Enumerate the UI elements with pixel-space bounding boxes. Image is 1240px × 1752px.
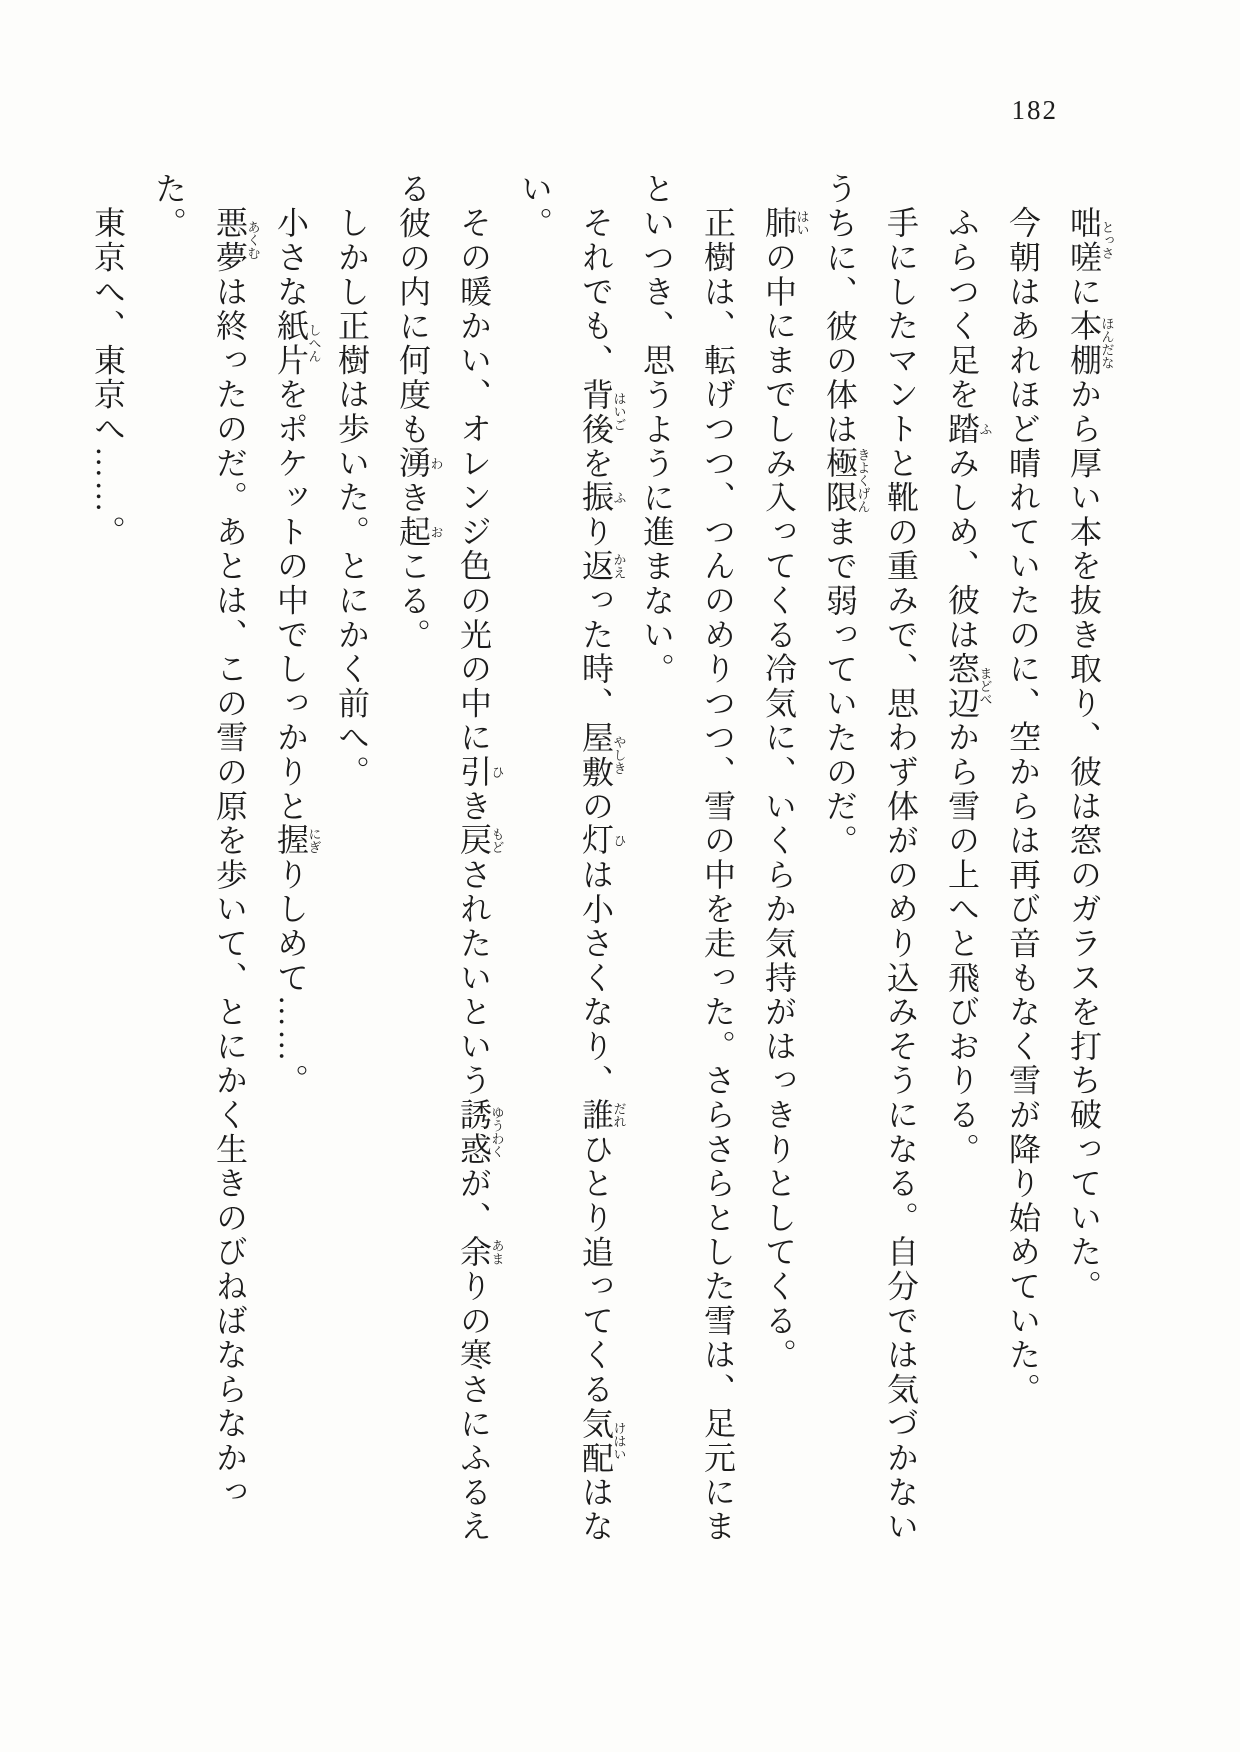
text-line: それでも、背後はいごを振ふり返かえった時、屋敷やしきの灯ひは小さくなり、誰だれひとり追ってくる気配けはいはな <box>578 206 627 1544</box>
furigana-ruby: 湧わ <box>395 446 444 481</box>
furigana-ruby: 本棚ほんだな <box>1066 308 1115 378</box>
text-line: 悪夢あくむは終ったのだ。あとは、この雪の原を歩いて、とにかく生きのびねばならなかった。 <box>151 172 261 1510</box>
furigana-ruby: 踏ふ <box>944 411 993 447</box>
text-line: 今朝はあれほど晴れていたのに、空からは再び音もなく雪が降り始めていた。 <box>1005 206 1041 1407</box>
furigana-ruby: 極限きよくげん <box>822 446 871 516</box>
text-line: い。 <box>517 172 553 241</box>
text-line: 小さな紙片しへんをポケットの中でしっかりと握にぎりしめて……。 <box>273 206 322 1098</box>
furigana-ruby: 咄嗟とっさ <box>1066 206 1115 275</box>
furigana-ruby: 起お <box>395 515 444 550</box>
text-block <box>77 172 1114 1572</box>
furigana-ruby: 誰だれ <box>578 1097 627 1133</box>
furigana-ruby: 余あま <box>456 1235 505 1270</box>
text-line: 東京へ、東京へ……。 <box>90 206 126 549</box>
text-line: しかし正樹は歩いた。とにかく前へ。 <box>334 206 370 790</box>
furigana-ruby: 握にぎ <box>273 823 322 858</box>
text-line: 肺はいの中にまでしみ入ってくる冷気に、いくらか気持がはっきりとしてくる。 <box>761 206 810 1373</box>
furigana-ruby: 戻もど <box>456 823 505 858</box>
text-line: うちに、彼の体は極限きよくげんまで弱っていたのだ。 <box>822 172 871 859</box>
furigana-ruby: 屋敷やしき <box>578 720 627 790</box>
furigana-ruby: 気配けはい <box>578 1406 627 1476</box>
furigana-ruby: 誘惑ゆうわく <box>456 1097 505 1167</box>
furigana-ruby: 背後はいご <box>578 377 627 447</box>
text-line: 咄嗟とっさに本棚ほんだなから厚い本を抜き取り、彼は窓のガラスを打ち破っていた。 <box>1066 206 1115 1304</box>
text-line: 正樹は、転げつつ、つんのめりつつ、雪の中を走った。さらさらとした雪は、足元にま <box>700 206 736 1544</box>
text-line: る彼の内に何度も湧わき起おこる。 <box>395 172 444 653</box>
furigana-ruby: 肺はい <box>761 206 810 241</box>
furigana-ruby: 灯ひ <box>578 823 627 858</box>
text-line: 手にしたマントと靴の重みで、思わず体がのめり込みそうになる。自分では気づかない <box>883 206 919 1544</box>
text-line: ふらつく足を踏ふみしめ、彼は窓辺まどべから雪の上へと飛びおりる。 <box>944 206 993 1167</box>
furigana-ruby: 紙片しへん <box>273 308 322 378</box>
text-line: といつき、思うように進まない。 <box>639 172 675 687</box>
text-line: その暖かい、オレンジ色の光の中に引ひき戻もどされたいという誘惑ゆうわくが、余あまりの寒さにふるえ <box>456 206 505 1544</box>
page-number: 182 <box>1011 95 1058 125</box>
furigana-ruby: 窓辺まどべ <box>944 651 993 721</box>
furigana-ruby: 引ひ <box>456 754 505 790</box>
furigana-ruby: 振ふ <box>578 480 627 515</box>
furigana-ruby: 返かえ <box>578 549 627 584</box>
furigana-ruby: 悪夢あくむ <box>212 206 261 275</box>
